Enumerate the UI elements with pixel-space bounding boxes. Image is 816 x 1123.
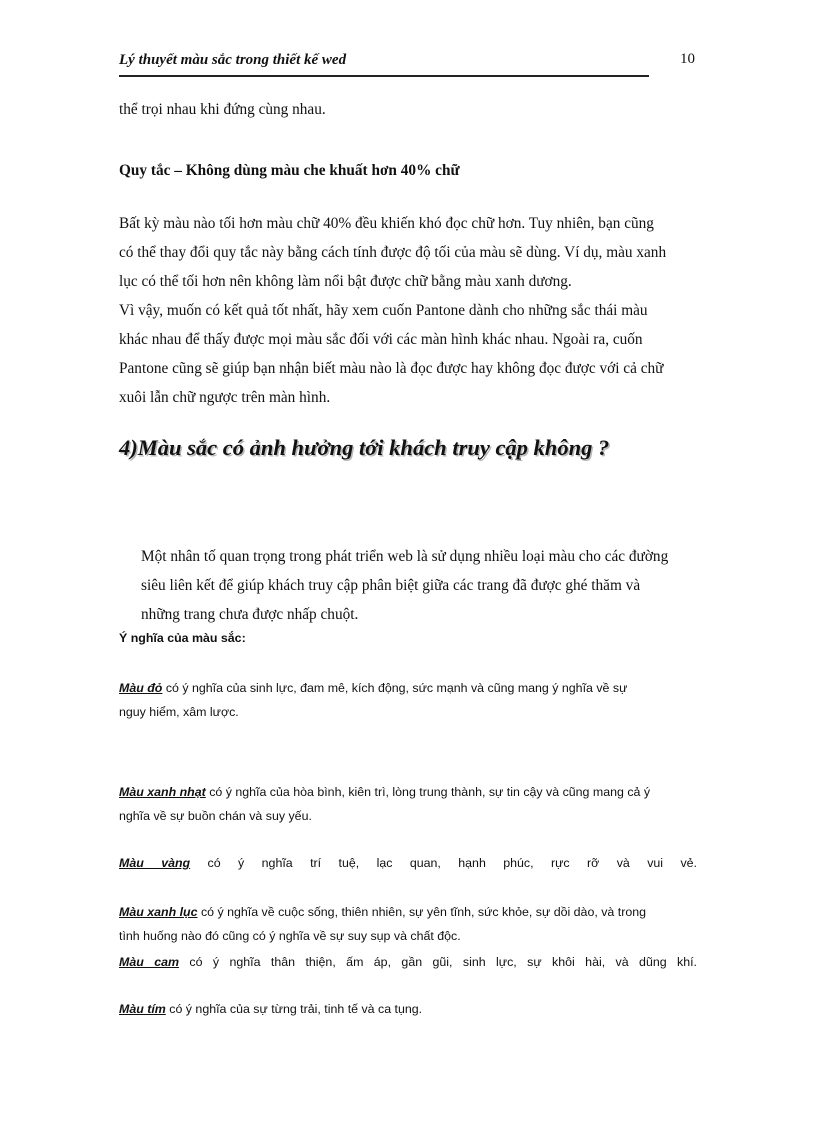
term-orange: Màu cam [119,955,179,969]
rule-paragraph-1 [119,209,699,412]
text-line: có ý nghĩa của hòa bình, kiên trì, lòng trung thành, sự tin cậy và cũng mang cả ý [205,785,651,799]
text-line: Vì vậy, muốn có kết quả tốt nhất, hãy xem cuốn Pantone dành cho những sắc thái màu [119,302,648,319]
text-line: xuôi lẫn chữ ngược trên màn hình. [119,389,331,406]
text-line: có ý nghĩa thân thiện, ấm áp, gần gũi, sinh lực, sự khôi hài, và dũng khí. [179,955,698,969]
text-line: Bất kỳ màu nào tối hơn màu chữ 40% đều khiến khó đọc chữ hơn. Tuy nhiên, bạn cũng [119,215,654,232]
term-green: Màu xanh lục [119,905,198,919]
meaning-green [119,900,697,948]
page-number: 10 [680,51,695,67]
text-line: có ý nghĩa về cuộc sống, thiên nhiên, sự yên tĩnh, sức khỏe, sự dồi dào, và trong [197,905,646,919]
section4-paragraph [141,542,701,629]
header-divider [119,75,649,77]
term-yellow: Màu vàng [119,856,191,870]
text-line: nghĩa về sự buồn chán và suy yếu. [119,809,312,823]
term-light-blue: Màu xanh nhạt [119,785,206,799]
meaning-light-blue [119,780,697,828]
text-line: nguy hiểm, xâm lược. [119,705,239,719]
section-heading: 4)Màu sắc có ảnh hưởng tới khách truy cập không ? [119,435,610,460]
text-line: có ý nghĩa của sinh lực, đam mê, kích động, sức mạnh và cũng mang ý nghĩa về sự [162,681,628,695]
meaning-red [119,676,697,724]
term-red: Màu đỏ [119,681,163,695]
text-line: lục có thể tối hơn nên không làm nổi bật được chữ bằng màu xanh dương. [119,273,572,290]
meaning-yellow [119,851,697,875]
rule-subheading: Quy tắc – Không dùng màu che khuất hơn 40% chữ [119,162,460,179]
text-line: tình huống nào đó cũng có ý nghĩa về sự suy sụp và chất độc. [119,929,461,943]
meaning-purple [119,997,697,1021]
text-line: có ý nghĩa của sự từng trải, tinh tế và ca tụng. [165,1002,423,1016]
intro-line: thể trọi nhau khi đứng cùng nhau. [119,101,326,118]
text-line: những trang chưa được nhấp chuột. [141,606,359,623]
text-line: Một nhân tố quan trọng trong phát triển web là sử dụng nhiều loại màu cho các đường [141,548,669,565]
text-line: siêu liên kết để giúp khách truy cập phân biệt giữa các trang đã được ghé thăm và [141,577,641,594]
term-purple: Màu tím [119,1002,166,1016]
meaning-label: Ý nghĩa của màu sắc: [119,631,246,645]
text-line: có thể thay đổi quy tắc này bằng cách tính được độ tối của màu sẽ dùng. Ví dụ, màu xanh [119,244,667,261]
running-header-title: Lý thuyết màu sắc trong thiết kế wed [119,52,347,68]
meaning-orange [119,950,697,974]
text-line: Pantone cũng sẽ giúp bạn nhận biết màu nào là đọc được hay không đọc được với cả chữ [119,360,664,377]
text-line: khác nhau để thấy được mọi màu sắc đối với các màn hình khác nhau. Ngoài ra, cuốn [119,331,643,348]
text-line: có ý nghĩa trí tuệ, lạc quan, hạnh phúc, rực rỡ và vui vẻ. [190,856,697,870]
